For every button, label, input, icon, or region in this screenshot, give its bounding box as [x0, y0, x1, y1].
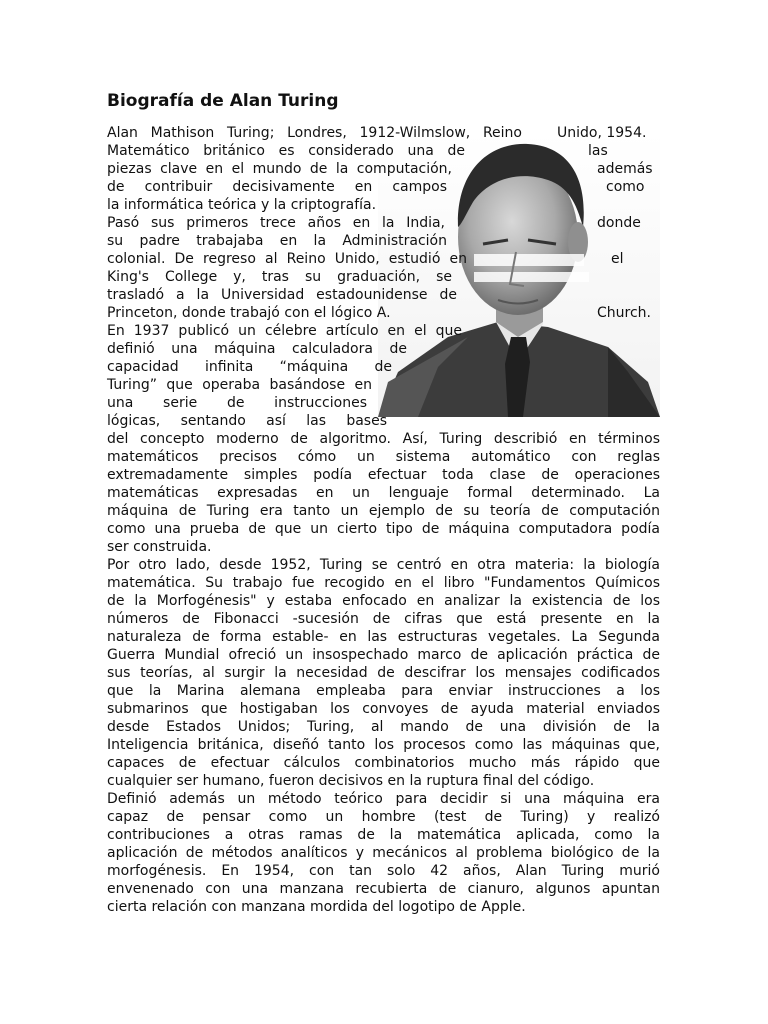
- body-text-line: que la Marina alemana empleaba para enviar instrucciones a los: [107, 683, 660, 699]
- body-text-fragment: las: [588, 143, 608, 159]
- body-text-line: matemáticas expresadas en un lenguaje formal determinado. La: [107, 485, 660, 501]
- body-text-line: extremadamente simples podía efectuar toda clase de operaciones: [107, 467, 660, 483]
- body-text-line: de la Morfogénesis" y estaba enfocado en analizar la existencia de los: [107, 593, 660, 609]
- body-text-line: aplicación de métodos analíticos y mecánicos al problema biológico de la: [107, 845, 660, 861]
- body-text-line: como una prueba de que un cierto tipo de máquina computadora podía: [107, 521, 660, 537]
- body-text-line: Alan Mathison Turing; Londres, 1912-Wilmslow, Reino: [107, 125, 522, 141]
- body-text-fragment: Unido, 1954.: [557, 125, 647, 141]
- body-text-line: capaces de efectuar cálculos combinatorios mucho más rápido que: [107, 755, 660, 771]
- body-text-line: Inteligencia británica, diseñó tanto los procesos como las máquinas que,: [107, 737, 660, 753]
- body-text-line: matemáticos precisos cómo un sistema automático con reglas: [107, 449, 660, 465]
- body-text-line: una serie de instrucciones: [107, 395, 367, 411]
- body-text-line: naturaleza de forma estable- en las estructuras vegetales. La Segunda: [107, 629, 660, 645]
- body-text-line: definió una máquina calculadora de: [107, 341, 407, 357]
- body-text-line: la informática teórica y la criptografía.: [107, 197, 377, 213]
- body-text-line: colonial. De regreso al Reino Unido, estudió en: [107, 251, 467, 267]
- body-text-line: Princeton, donde trabajó con el lógico A.: [107, 305, 391, 321]
- body-text-line: capacidad infinita “máquina de: [107, 359, 392, 375]
- body-text-fragment: como: [606, 179, 645, 195]
- body-text-line: Matemático británico es considerado una de: [107, 143, 465, 159]
- body-text-line: matemática. Su trabajo fue recogido en el libro "Fundamentos Químicos: [107, 575, 660, 591]
- body-text-fragment: el: [611, 251, 624, 267]
- body-text-line: En 1937 publicó un célebre artículo en el que: [107, 323, 462, 339]
- body-text-line: Turing” que operaba basándose en: [107, 377, 372, 393]
- body-text-fragment: Church.: [597, 305, 651, 321]
- body-text-line: cierta relación con manzana mordida del logotipo de Apple.: [107, 899, 526, 915]
- body-text-line: Por otro lado, desde 1952, Turing se centró en otra materia: la biología: [107, 557, 660, 573]
- body-text-line: submarinos que hostigaban los convoyes de ayuda material enviados: [107, 701, 660, 717]
- body-text-fragment: además: [597, 161, 653, 177]
- body-text-line: cualquier ser humano, fueron decisivos en la ruptura final del código.: [107, 773, 595, 789]
- body-text-line: sus teorías, al surgir la necesidad de descifrar los mensajes codificados: [107, 665, 660, 681]
- body-text-line: piezas clave en el mundo de la computación,: [107, 161, 452, 177]
- body-text-line: envenenado con una manzana recubierta de cianuro, algunos apuntan: [107, 881, 660, 897]
- document-title: Biografía de Alan Turing: [107, 91, 339, 111]
- body-text-line: de contribuir decisivamente en campos: [107, 179, 447, 195]
- body-text-line: máquina de Turing era tanto un ejemplo de su teoría de computación: [107, 503, 660, 519]
- body-text-line: del concepto moderno de algoritmo. Así, Turing describió en términos: [107, 431, 660, 447]
- body-text-line: capaz de pensar como un hombre (test de Turing) y realizó: [107, 809, 660, 825]
- body-text-line: desde Estados Unidos; Turing, al mando de una división de la: [107, 719, 660, 735]
- body-text-line: números de Fibonacci -sucesión de cifras que está presente en la: [107, 611, 660, 627]
- body-text-line: ser construida.: [107, 539, 212, 555]
- body-text-line: King's College y, tras su graduación, se: [107, 269, 452, 285]
- body-text-line: morfogénesis. En 1954, con tan solo 42 años, Alan Turing murió: [107, 863, 660, 879]
- body-text-line: contribuciones a otras ramas de la matemática aplicada, como la: [107, 827, 660, 843]
- body-text-line: trasladó a la Universidad estadounidense de: [107, 287, 457, 303]
- body-text-line: Guerra Mundial ofreció un insospechado marco de aplicación práctica de: [107, 647, 660, 663]
- body-text-fragment: donde: [597, 215, 641, 231]
- body-text-line: Definió además un método teórico para decidir si una máquina era: [107, 791, 660, 807]
- body-text-line: su padre trabajaba en la Administración: [107, 233, 447, 249]
- body-text-line: Pasó sus primeros trece años en la India,: [107, 215, 445, 231]
- body-text-line: lógicas, sentando así las bases: [107, 413, 387, 429]
